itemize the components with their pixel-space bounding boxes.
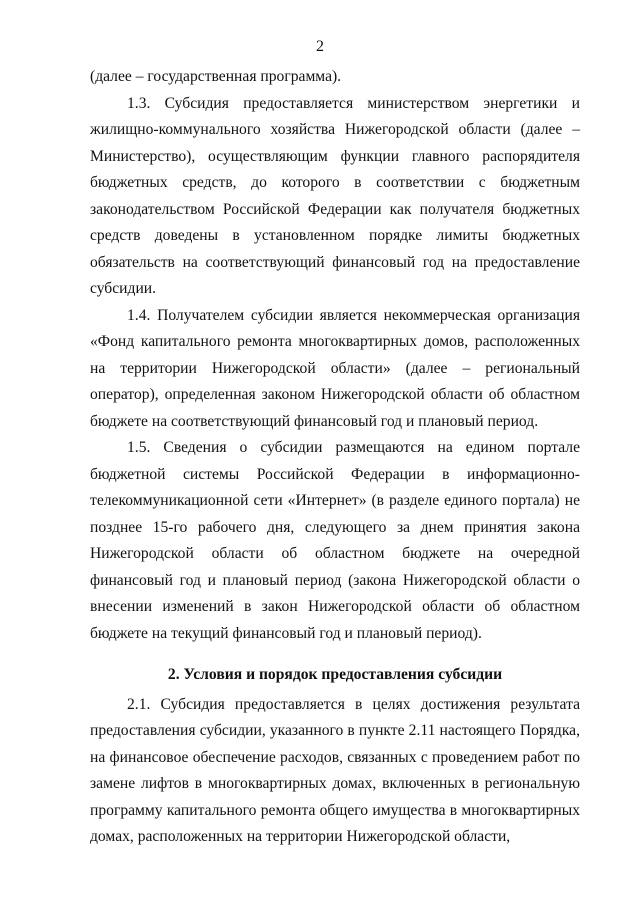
section-heading: 2. Условия и порядок предоставления субсидии <box>167 666 503 683</box>
page-number: 2 <box>316 38 324 55</box>
paragraph-1-5: 1.5. Сведения о субсидии размещаются на едином портале бюджетной системы Российской Федерации в информационно-телекоммуникационной сети «Интернет» (в разделе единого портала) не позднее 15-го рабочего дня, следующего за днем принятия закона Нижегородской области об областном бюджете на очередной финансовый год и плановый период (закона Нижегородской области о внесении изменений в закон Нижегородской области об областном бюджете на текущий финансовый год и плановый период). <box>90 439 580 642</box>
paragraph-2-1: 2.1. Субсидия предоставляется в целях достижения результата предоставления субсидии, указанного в пункте 2.11 настоящего Порядка, на финансовое обеспечение расходов, связанных с проведением работ по замене лифтов в многоквартирных домах, включенных в региональную программу капитального ремонта общего имущества в многоквартирных домах, расположенных на территории Нижегородской области, <box>90 695 580 845</box>
document-body <box>90 64 580 851</box>
paragraph-continuation: (далее – государственная программа). <box>90 68 342 85</box>
paragraph-1-3: 1.3. Субсидия предоставляется министерством энергетики и жилищно-коммунального хозяйства Нижегородской области (далее – Министерство), осуществляющим функции главного распорядителя бюджетных средств, до которого в соответствии с бюджетным законодательством Российской Федерации как получателя бюджетных средств доведены в установленном порядке лимиты бюджетных обязательств на соответствующий финансовый год на предоставление субсидии. <box>90 94 580 297</box>
paragraph-1-4: 1.4. Получателем субсидии является некоммерческая организация «Фонд капитального ремонта многоквартирных домов, расположенных на территории Нижегородской области» (далее – региональный оператор), определенная законом Нижегородской области об областном бюджете на соответствующий финансовый год и плановый период. <box>90 306 580 430</box>
